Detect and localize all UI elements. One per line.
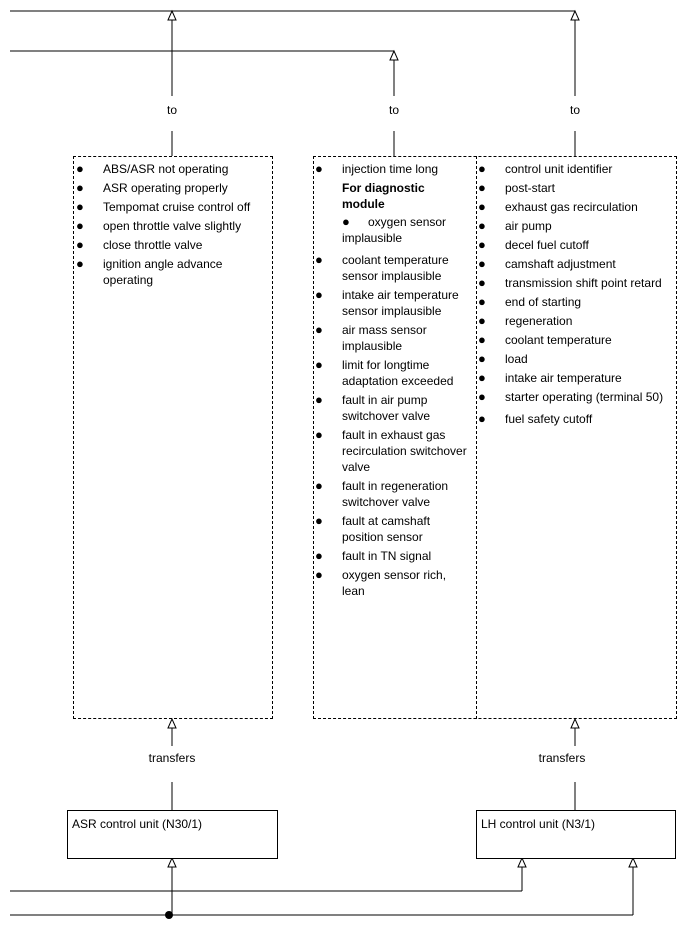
asr-control-unit-box: ASR control unit (N30/1)	[67, 810, 278, 859]
list-item: ● end of starting	[478, 294, 582, 309]
list-item: ● starter operating (terminal 50)	[478, 389, 664, 404]
list-item: ● limit for longtime adaptation exceeded	[315, 357, 454, 388]
asr-signal-list	[76, 161, 266, 291]
list-item: ● camshaft adjustment	[478, 256, 616, 271]
transfers-label-left: transfers	[148, 751, 196, 765]
list-item: ● control unit identifier	[478, 161, 613, 176]
list-item: ● close throttle valve	[76, 237, 203, 252]
lh-box-divider	[476, 156, 477, 719]
list-item: ● fault in air pump switchover valve	[315, 392, 431, 423]
list-item: ● regeneration	[478, 313, 573, 328]
list-item: ● injection time long	[315, 161, 439, 176]
list-item: ● ASR operating properly	[76, 180, 228, 195]
junction-dot	[165, 911, 173, 919]
list-item: ● open throttle valve slightly	[76, 218, 242, 233]
lh-diagnostic-list	[315, 161, 470, 602]
arrow-up-icon	[168, 858, 176, 867]
to-label-middle: to	[388, 103, 399, 117]
list-item: ● fault at camshaft position sensor	[315, 513, 431, 544]
list-item: ● Tempomat cruise control off	[76, 199, 251, 214]
list-item: ● post-start	[478, 180, 556, 195]
arrow-up-icon	[571, 719, 579, 728]
list-item: ● oxygen sensor implausible	[342, 214, 447, 245]
to-label-right: to	[569, 103, 580, 117]
list-item: ● fuel safety cutoff	[478, 411, 593, 426]
list-item: ● ignition angle advance operating	[76, 256, 223, 287]
list-item: ● coolant temperature sensor implausible	[315, 252, 449, 283]
list-item: ● ABS/ASR not operating	[76, 161, 229, 176]
list-item: ● exhaust gas recirculation	[478, 199, 638, 214]
arrow-up-icon	[571, 11, 579, 20]
list-item: ● air pump	[478, 218, 552, 233]
arrow-up-icon	[518, 858, 526, 867]
list-item: ● fault in regeneration switchover valve	[315, 478, 449, 509]
diagnostic-module-heading: For diagnostic module	[342, 181, 425, 211]
list-item: ● transmission shift point retard	[478, 275, 662, 290]
arrow-up-icon	[629, 858, 637, 867]
lh-control-unit-box: LH control unit (N3/1)	[476, 810, 676, 859]
list-item: ● air mass sensor implausible	[315, 322, 427, 353]
to-label-left: to	[166, 103, 177, 117]
list-item: ● fault in TN signal	[315, 548, 432, 563]
list-item: ● intake air temperature	[478, 370, 622, 385]
lh-signal-list	[478, 161, 668, 430]
list-item: ● decel fuel cutoff	[478, 237, 589, 252]
list-item: ● fault in exhaust gas recirculation switchover valve	[315, 427, 467, 474]
arrow-up-icon	[390, 51, 398, 60]
arrow-up-icon	[168, 719, 176, 728]
list-item: ● load	[478, 351, 528, 366]
transfers-label-right: transfers	[538, 751, 586, 765]
arrow-up-icon	[168, 11, 176, 20]
list-item: ● intake air temperature sensor implausible	[315, 287, 459, 318]
list-item: ● oxygen sensor rich, lean	[315, 567, 447, 598]
list-item: ● coolant temperature	[478, 332, 612, 347]
